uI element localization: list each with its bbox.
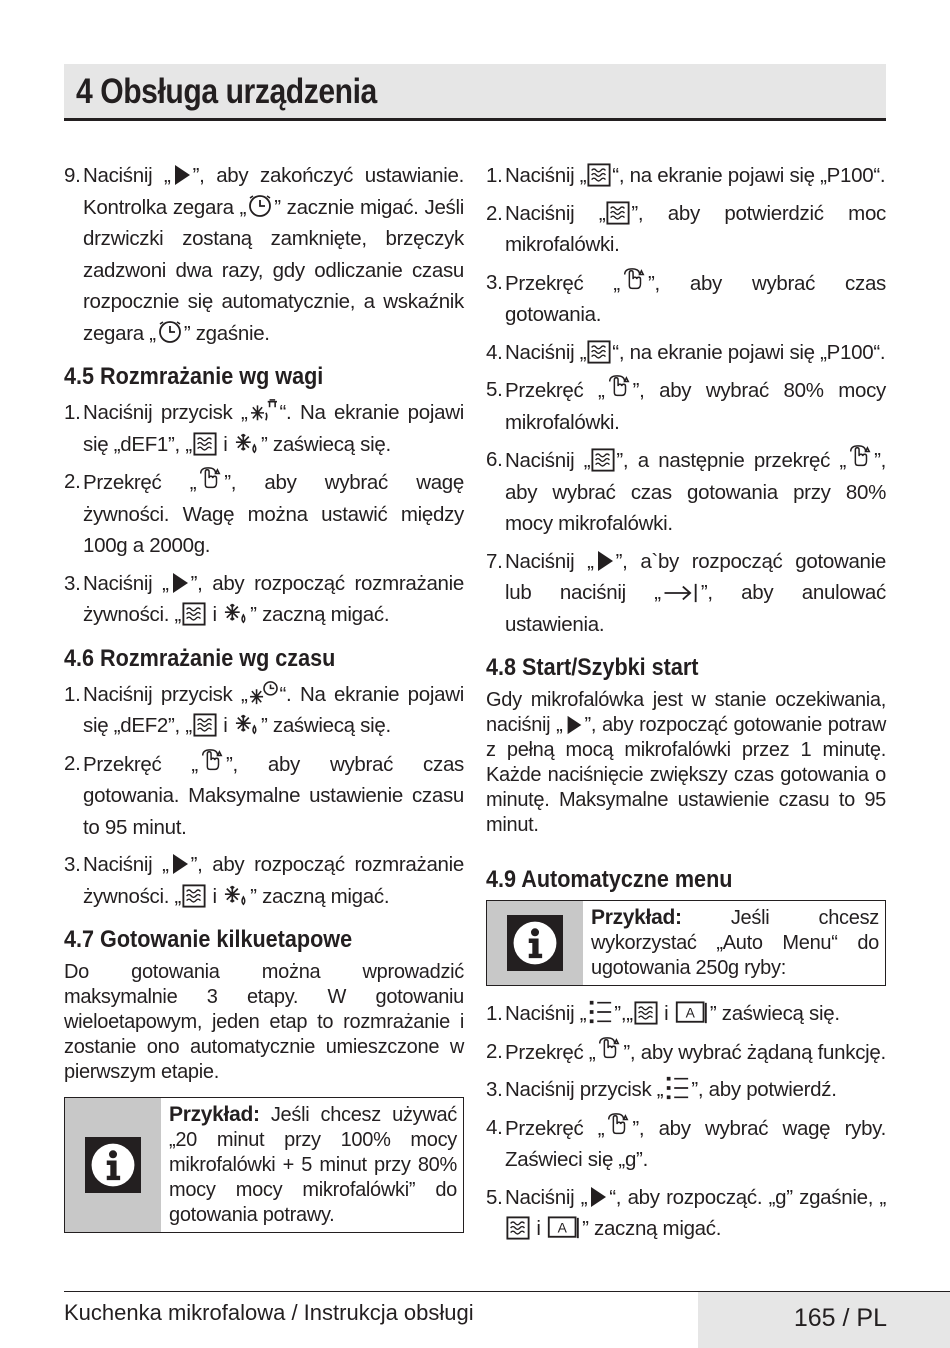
step-4 <box>486 337 886 369</box>
start-icon <box>170 852 190 876</box>
step-text: ” zacznie migać. Jeśli drzwiczki zostaną zamknięte, brzęczyk zadzwoni dwa razy, gdy odliczanie czasu rozpocznie się automatycznie, a wskaźnik zegara „ <box>83 195 465 345</box>
example-body: Jeśli chcesz używać „20 minut przy 100% mocy mikrofalówki + 5 minut przy 80% mocy mocy mikrofalówki” do gotowania potrawy. <box>169 1104 457 1226</box>
step-text: Naciśnij przycisk „ <box>505 1078 664 1101</box>
example-label: Przykład: <box>169 1103 260 1126</box>
step-text: Naciśnij „ <box>505 340 587 364</box>
section-paragraph <box>486 688 886 838</box>
step-number: 2. <box>64 470 81 493</box>
microwave-icon <box>182 602 206 626</box>
start-icon <box>170 571 190 595</box>
step-number: 1. <box>64 401 81 424</box>
chapter-title: 4 Obsługa urządzenia <box>76 72 377 111</box>
defrost-weight-icon <box>249 398 279 424</box>
step-text: ”, aby potwierdź. <box>691 1078 837 1101</box>
knob-icon <box>596 1036 622 1064</box>
step-1 <box>486 160 886 192</box>
microwave-icon <box>193 713 217 737</box>
step-number: 3. <box>64 571 81 595</box>
step-3 <box>64 849 464 912</box>
defrost-icon <box>223 884 249 908</box>
step-number: 3. <box>486 270 503 294</box>
step-number: 3. <box>486 1078 503 1101</box>
step-1 <box>64 397 464 460</box>
example-body: Jeśli chcesz wykorzystać „Auto Menu“ do ugotowania 250g ryby: <box>591 907 879 979</box>
auto-menu-icon <box>547 1216 581 1240</box>
auto-menu-icon <box>675 1001 709 1025</box>
step-text: i <box>212 603 217 626</box>
menu-icon <box>664 1075 690 1101</box>
info-panel <box>487 901 583 985</box>
clock-icon <box>157 319 183 345</box>
example-box <box>64 1097 464 1233</box>
step-2 <box>64 748 464 844</box>
step-text: Przekręć „ <box>505 1116 605 1140</box>
microwave-icon <box>587 163 611 187</box>
microwave-icon <box>591 448 615 472</box>
step-number: 4. <box>486 340 503 364</box>
step-text: ”, aby wybrać wagę żywności. Wagę można ustawić między 100g a 2000g. <box>83 471 464 557</box>
step-1 <box>64 679 464 742</box>
section-title-4-8: 4.8 Start/Szybki start <box>486 654 699 681</box>
knob-icon <box>197 466 223 494</box>
page-number: 165 / PL <box>793 1304 887 1332</box>
step-4 <box>486 1112 886 1176</box>
defrost-icon <box>223 602 249 626</box>
step-text: ”, aby anulować ustawienia. <box>505 581 886 636</box>
step-text: i <box>536 1217 541 1240</box>
step-text: ”, aby wybrać żądaną funkcję. <box>623 1040 886 1064</box>
step-text: Przekręć „ <box>505 1040 596 1064</box>
step-number: 1. <box>486 1002 503 1025</box>
step-text: ”, aby rozpocząć rozmrażanie żywności. „ <box>83 571 465 626</box>
info-icon <box>88 1140 138 1190</box>
step-number: 1. <box>64 682 81 706</box>
step-5 <box>486 374 886 438</box>
step-number: 7. <box>486 549 503 573</box>
step-text: i <box>223 714 228 737</box>
step-text: i <box>212 884 217 908</box>
step-9 <box>64 160 464 349</box>
start-icon <box>595 549 615 573</box>
step-5 <box>486 1182 886 1245</box>
example-label: Przykład: <box>591 906 682 929</box>
microwave-icon <box>587 340 611 364</box>
step-2 <box>64 466 464 562</box>
paragraph-text: ”, aby rozpocząć gotowanie potraw z pełną mocą mikrofalówki przez 1 minutę. Każde naciśnięcie zwiększy czas gotowania o minutę. Maksymalne ustawienie czasu to 95 minut. <box>486 714 887 836</box>
step-number: 3. <box>64 853 81 876</box>
step-text: ”, aby wybrać czas gotowania. <box>505 271 886 326</box>
step-text: Przekręć „ <box>83 752 198 776</box>
footer-title: Kuchenka mikrofalowa / Instrukcja obsługi <box>64 1300 474 1325</box>
step-text: ” zaczną migać. <box>250 884 390 908</box>
step-text: Naciśnij „ <box>83 571 169 595</box>
paragraph-text: Gdy mikrofalówka jest w stanie oczekiwania, naciśnij „ <box>486 689 886 736</box>
step-number: 2. <box>64 751 81 775</box>
step-text: “, na ekranie pojawi się „P100“. <box>612 340 886 364</box>
section-title-4-6: 4.6 Rozmrażanie wg czasu <box>64 644 336 672</box>
step-text: ” zaświecą się. <box>260 432 391 456</box>
step-text: “, aby rozpocząć. „g” zgaśnie, „ <box>609 1185 886 1209</box>
defrost-time-icon <box>249 680 279 706</box>
left-column <box>64 160 464 1233</box>
step-text: Przekręć „ <box>505 379 605 402</box>
step-text: ” zaświecą się. <box>709 1002 840 1025</box>
step-text: “. Na ekranie pojawi się „dEF2”, „ <box>83 682 464 737</box>
microwave-icon <box>634 1001 658 1025</box>
step-text: Naciśnij „ <box>83 164 171 187</box>
section-title-4-7: 4.7 Gotowanie kilkuetapowe <box>64 926 353 953</box>
step-text: ”, a następnie przekręć „ <box>616 449 847 472</box>
step-text: ” zaczną migać. <box>250 603 390 626</box>
microwave-icon <box>182 884 206 908</box>
knob-icon <box>621 267 647 295</box>
knob-icon <box>605 1112 631 1140</box>
step-6 <box>486 444 886 540</box>
step-number: 9. <box>64 164 81 187</box>
menu-icon <box>587 999 613 1025</box>
step-number: 5. <box>486 378 503 401</box>
step-text: i <box>223 432 228 456</box>
example-box <box>486 900 886 986</box>
section-title-4-9: 4.9 Automatyczne menu <box>486 866 733 893</box>
step-text: Naciśnij przycisk „ <box>83 682 248 706</box>
step-number: 6. <box>486 448 503 471</box>
step-text: Naciśnij „ <box>505 201 606 225</box>
step-number: 2. <box>486 1039 503 1063</box>
cancel-icon <box>662 582 700 604</box>
microwave-icon <box>506 1216 530 1240</box>
step-text: Naciśnij „ <box>505 549 594 573</box>
step-number: 5. <box>486 1185 503 1209</box>
step-text: ” zaświecą się. <box>260 714 391 737</box>
step-text: Naciśnij „ <box>505 164 587 187</box>
step-text: ”, aby wybrać 80% mocy mikrofalówki. <box>505 379 887 434</box>
step-text: ”, aby zakończyć ustawianie. Kontrolka zegara „ <box>83 164 464 219</box>
step-text: ”, a`by rozpocząć gotowanie lub naciśnij „ <box>505 549 887 604</box>
step-text: ”,„ <box>614 1002 633 1025</box>
step-text: Przekręć „ <box>505 271 620 295</box>
step-3 <box>486 267 886 331</box>
chapter-header <box>64 64 886 121</box>
step-text: ”, aby wybrać wagę ryby. Zaświeci się „g”. <box>505 1116 887 1171</box>
step-text: ” zgaśnie. <box>183 321 270 345</box>
start-icon <box>588 1185 608 1209</box>
right-column <box>486 160 886 1251</box>
step-text: Naciśnij „ <box>83 853 169 876</box>
start-icon <box>172 163 192 187</box>
step-7 <box>486 546 886 641</box>
step-text: ”, aby potwierdzić moc mikrofalówki. <box>505 201 886 256</box>
section-paragraph: Do gotowania można wprowadzić maksymalnie 3 etapy. W gotowaniu wieloetapowym, jeden etap to rozmrażanie i zostanie ono automatycznie umieszczone w pierwszym etapie. <box>64 961 464 1083</box>
example-text <box>161 1098 463 1232</box>
start-icon <box>564 714 584 736</box>
step-text: Przekręć „ <box>83 471 197 494</box>
info-panel <box>65 1098 161 1232</box>
step-text: i <box>664 1002 669 1025</box>
step-text: Naciśnij przycisk „ <box>83 401 248 424</box>
step-3 <box>64 568 464 631</box>
step-text: “, na ekranie pojawi się „P100“. <box>612 164 886 187</box>
step-text: ”, aby wybrać czas gotowania. Maksymalne ustawienie czasu to 95 minut. <box>83 752 464 839</box>
step-number: 1. <box>486 164 503 187</box>
step-number: 2. <box>486 201 503 225</box>
step-text: ”, aby wybrać czas gotowania przy 80% mocy mikrofalówki. <box>505 449 887 535</box>
section-title-4-5: 4.5 Rozmrażanie wg wagi <box>64 363 324 390</box>
step-3 <box>486 1074 886 1106</box>
step-text: ” zaczną migać. <box>582 1217 722 1240</box>
step-text: Naciśnij „ <box>505 1002 587 1025</box>
knob-icon <box>847 444 873 472</box>
step-number: 4. <box>486 1115 503 1139</box>
step-text: ”, aby rozpocząć rozmrażanie żywności. „ <box>83 853 465 908</box>
knob-icon <box>199 748 225 776</box>
knob-icon <box>606 374 632 402</box>
clock-icon <box>247 193 273 219</box>
info-icon <box>510 918 560 968</box>
step-2 <box>486 198 886 261</box>
page-number-box <box>698 1292 950 1348</box>
step-1 <box>486 998 886 1030</box>
step-text: “. Na ekranie pojawi się „dEF1”, „ <box>83 401 464 456</box>
step-2 <box>486 1036 886 1069</box>
step-text: Naciśnij „ <box>505 1185 588 1209</box>
step-text: Naciśnij „ <box>505 449 591 472</box>
defrost-icon <box>234 432 260 456</box>
example-text <box>583 901 885 985</box>
microwave-icon <box>606 201 630 225</box>
defrost-icon <box>234 713 260 737</box>
microwave-icon <box>193 432 217 456</box>
